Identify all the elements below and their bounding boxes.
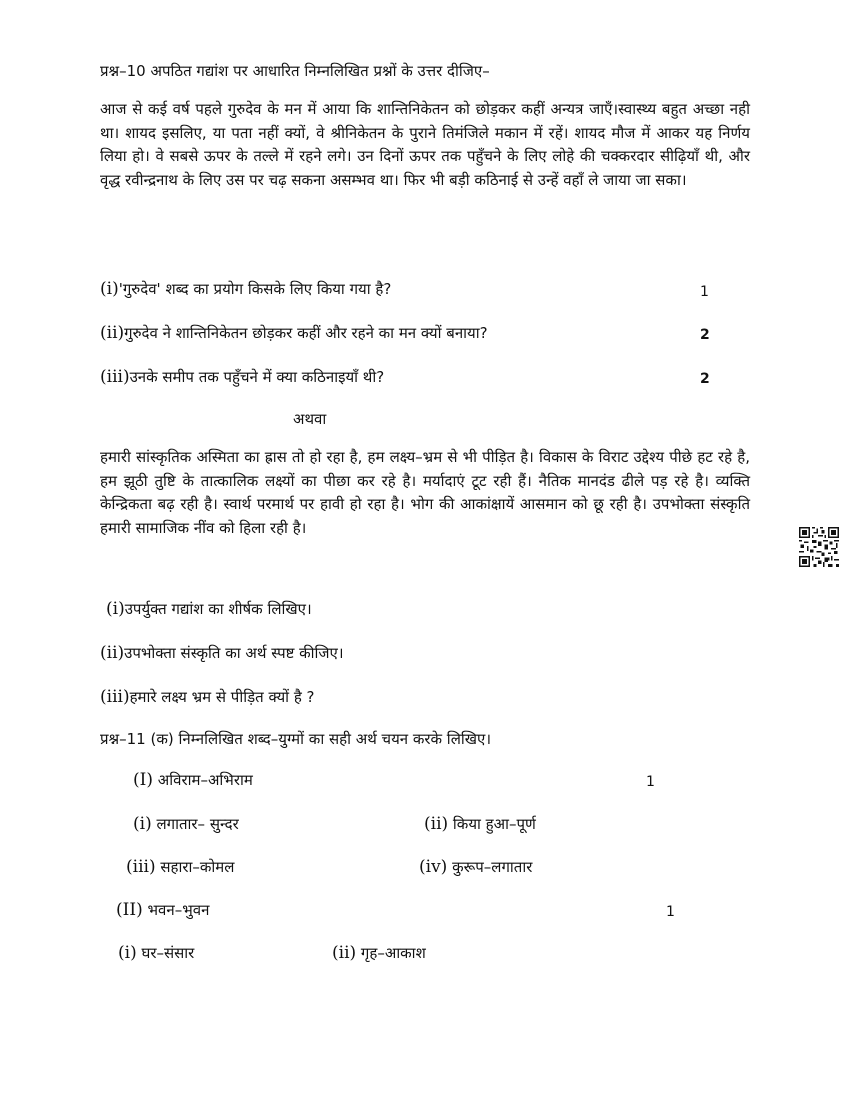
question-number: (i) xyxy=(100,279,119,299)
question-number: (iii) xyxy=(100,687,130,707)
option-text: घर–संसार xyxy=(141,944,195,962)
question-text: उपर्युक्त गद्यांश का शीर्षक लिखिए। xyxy=(124,600,312,618)
passage-2-question-1 xyxy=(106,600,312,618)
q11-item-2-option-2 xyxy=(332,944,426,962)
q10-heading: प्रश्न–10 अपठित गद्यांश पर आधारित निम्नलिखित प्रश्नों के उत्तर दीजिए– xyxy=(100,62,490,80)
question-text: 'गुरुदेव' शब्द का प्रयोग किसके लिए किया गया है? xyxy=(118,280,392,298)
q11-item-1-option-2 xyxy=(424,815,536,833)
passage-2: हमारी सांस्कृतिक अस्मिता का ह्रास तो हो रहा है, हम लक्ष्य–भ्रम से भी पीड़ित है। विकास के विराट उद्देश्य पीछे हट रहे है, हम झूठी तुष्टि के तात्कालिक लक्ष्यों का पीछा कर रहे है। मर्यादाएं टूट रही हैं। नैतिक मानदंड ढीले पड़ रहे है। व्यक्ति केन्द्रिकता बढ़ रही है। स्वार्थ परमार्थ पर हावी हो रहा है। भोग की आकांक्षायें आसमान को छू रही है। उपभोक्ता संस्कृति हमारी सामाजिक नींव को हिला रही है। xyxy=(100,448,750,537)
q10-question-3 xyxy=(100,368,384,386)
passage-1: आज से कई वर्ष पहले गुरुदेव के मन में आया कि शान्तिनिकेतन को छोड़कर कहीं अन्यत्र जाएँ।स्वास्थ्य बहुत अच्छा नही था। शायद इसलिए, या पता नहीं क्यों, वे श्रीनिकेतन के पुराने तिमंजिले मकान में रहें। शायद मौज में आकर यह निर्णय लिया हो। वे सबसे ऊपर के तल्ले में रहने लगे। उन दिनों ऊपर तक पहुँचने के लिए लोहे की चक्करदार सीढ़ियाँ थी, और वृद्ध रवीन्द्रनाथ के लिए उस पर चढ़ सकना असम्भव था। फिर भी बड़ी कठिनाई से उन्हें वहाँ ले जाया जा सका। xyxy=(100,100,750,189)
option-number: (ii) xyxy=(424,814,449,834)
passage-2-question-3 xyxy=(100,688,315,706)
option-text: सहारा–कोमल xyxy=(160,858,235,876)
q11-item-1-option-3 xyxy=(126,858,234,876)
item-text: भवन–भुवन xyxy=(147,901,210,919)
passage-2-question-2 xyxy=(100,644,344,662)
q11-item-2-option-1 xyxy=(118,944,194,962)
question-text: हमारे लक्ष्य भ्रम से पीड़ित क्यों है ? xyxy=(129,688,315,706)
question-number: (iii) xyxy=(100,367,130,387)
question-number: (ii) xyxy=(100,323,125,343)
question-text: उनके समीप तक पहुँचने में क्या कठिनाइयाँ थी? xyxy=(129,368,385,386)
item-number: (II) xyxy=(116,900,143,920)
q11-item-1-option-1 xyxy=(133,815,239,833)
q10-question-1-marks: 1 xyxy=(700,284,709,300)
option-text: गृह–आकाश xyxy=(360,944,426,962)
option-number: (ii) xyxy=(332,943,357,963)
option-text: लगातार– सुन्दर xyxy=(156,815,239,833)
item-text: अविराम–अभिराम xyxy=(157,771,253,789)
option-number: (i) xyxy=(118,943,137,963)
q10-question-2-marks: 2 xyxy=(700,327,710,343)
q11-heading: प्रश्न–11 (क) निम्नलिखित शब्द–युग्मों का सही अर्थ चयन करके लिखिए। xyxy=(100,730,492,748)
option-number: (i) xyxy=(133,814,152,834)
q11-item-1-option-4 xyxy=(419,858,532,876)
question-text: उपभोक्ता संस्कृति का अर्थ स्पष्ट कीजिए। xyxy=(124,644,344,662)
option-text: कुरूप–लगातार xyxy=(452,858,533,876)
option-text: किया हुआ–पूर्ण xyxy=(452,815,536,833)
option-number: (iv) xyxy=(419,857,448,877)
option-number: (iii) xyxy=(126,857,156,877)
q11-item-2 xyxy=(116,901,209,919)
q11-item-2-marks: 1 xyxy=(666,904,675,920)
item-number: (I) xyxy=(133,770,153,790)
question-number: (ii) xyxy=(100,643,125,663)
q10-question-2 xyxy=(100,324,488,342)
or-label: अथवा xyxy=(293,410,327,428)
q10-question-3-marks: 2 xyxy=(700,371,710,387)
question-text: गुरुदेव ने शान्तिनिकेतन छोड़कर कहीं और रहने का मन क्यों बनाया? xyxy=(124,324,488,342)
q11-item-1-marks: 1 xyxy=(646,774,655,790)
qr-code-icon[interactable] xyxy=(799,527,839,567)
q10-question-1 xyxy=(100,280,391,298)
question-number: (i) xyxy=(106,599,125,619)
q11-item-1 xyxy=(133,771,253,789)
